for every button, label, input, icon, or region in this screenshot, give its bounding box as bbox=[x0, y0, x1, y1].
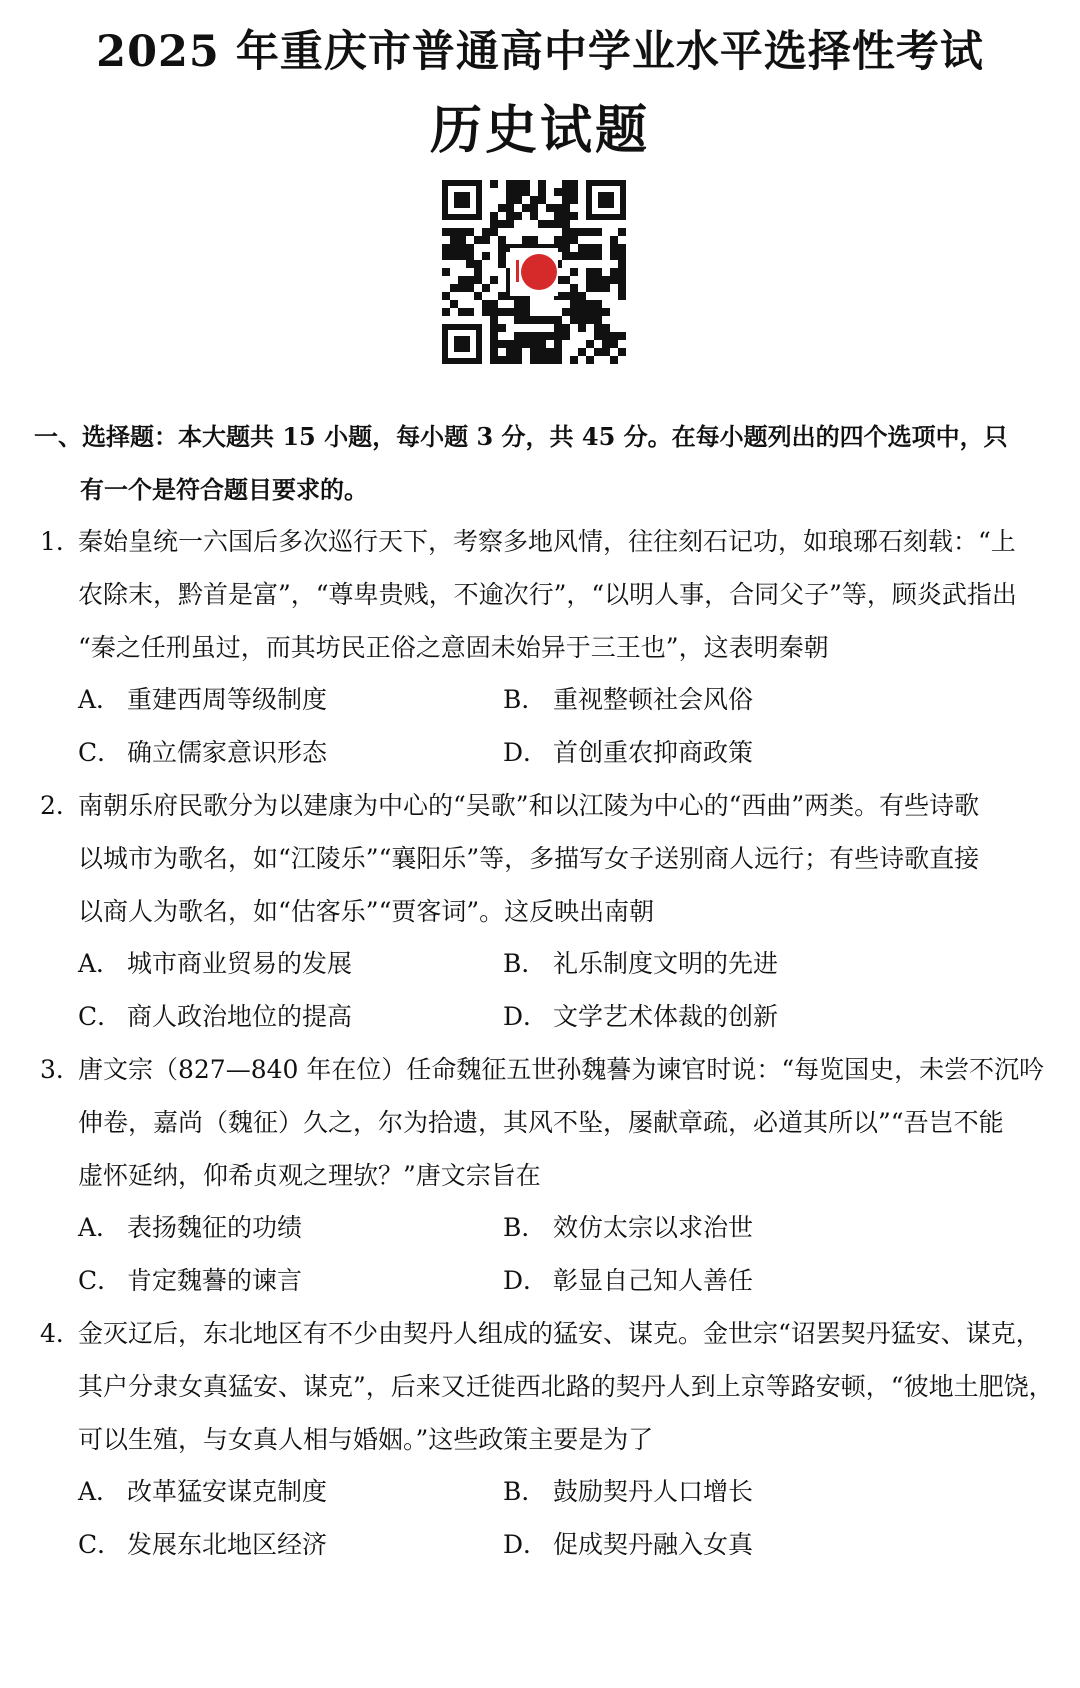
qr-module bbox=[506, 196, 514, 204]
qr-module bbox=[490, 308, 498, 316]
option-letter: A． bbox=[78, 1213, 122, 1242]
qr-module bbox=[506, 340, 514, 348]
question-text-line: 南朝乐府民歌分为以建康为中心的“吴歌”和以江陵为中心的“西曲”两类。有些诗歌 bbox=[78, 791, 980, 820]
question-text-line: “秦之任刑虽过，而其坊民正俗之意固未始异于三王也”，这表明秦朝 bbox=[78, 633, 829, 662]
option-text: 表扬魏征的功绩 bbox=[127, 1213, 303, 1242]
qr-module bbox=[594, 300, 602, 308]
qr-module bbox=[482, 252, 490, 260]
qr-module bbox=[554, 212, 562, 220]
qr-module bbox=[482, 228, 490, 236]
qr-module bbox=[490, 276, 498, 284]
qr-module bbox=[578, 252, 586, 260]
qr-module bbox=[562, 308, 570, 316]
option-text: 重建西周等级制度 bbox=[127, 685, 328, 714]
qr-module bbox=[570, 180, 578, 188]
qr-module bbox=[610, 252, 618, 260]
qr-module bbox=[514, 340, 522, 348]
qr-module bbox=[586, 284, 594, 292]
qr-module bbox=[602, 324, 610, 332]
qr-module bbox=[562, 236, 570, 244]
qr-module bbox=[610, 268, 618, 276]
qr-module bbox=[554, 316, 562, 324]
qr-module bbox=[458, 228, 466, 236]
qr-module bbox=[482, 300, 490, 308]
qr-module bbox=[570, 284, 578, 292]
qr-module bbox=[618, 332, 626, 340]
qr-module bbox=[490, 220, 498, 228]
qr-module bbox=[618, 260, 626, 268]
question-text-line: 以城市为歌名，如“江陵乐”“襄阳乐”等，多描写女子送别商人远行；有些诗歌直接 bbox=[78, 844, 980, 873]
qr-module bbox=[610, 276, 618, 284]
qr-module bbox=[538, 188, 546, 196]
question-number: 1． bbox=[40, 527, 81, 556]
qr-module bbox=[530, 196, 538, 204]
qr-module bbox=[450, 228, 458, 236]
qr-module bbox=[490, 212, 498, 220]
question-number: 4． bbox=[40, 1319, 81, 1348]
qr-module bbox=[594, 316, 602, 324]
question-text-line: 秦始皇统一六国后多次巡行天下，考察多地风情，往往刻石记功，如琅琊石刻载：“上 bbox=[78, 527, 1016, 556]
option-letter: B． bbox=[503, 949, 547, 978]
qr-module bbox=[554, 188, 562, 196]
qr-module bbox=[562, 188, 570, 196]
qr-module bbox=[514, 212, 522, 220]
option-letter: B． bbox=[503, 1477, 547, 1506]
qr-module bbox=[562, 220, 570, 228]
qr-module bbox=[586, 308, 594, 316]
qr-module bbox=[562, 228, 570, 236]
qr-module bbox=[570, 308, 578, 316]
qr-module bbox=[570, 236, 578, 244]
qr-module bbox=[594, 308, 602, 316]
qr-module bbox=[618, 244, 626, 252]
qr-module bbox=[602, 308, 610, 316]
qr-module bbox=[522, 308, 530, 316]
qr-module bbox=[578, 292, 586, 300]
qr-module bbox=[474, 268, 482, 276]
qr-module bbox=[498, 356, 506, 364]
qr-module bbox=[594, 284, 602, 292]
qr-module bbox=[490, 356, 498, 364]
qr-module bbox=[554, 236, 562, 244]
qr-module bbox=[506, 212, 514, 220]
qr-module bbox=[618, 276, 626, 284]
qr-module bbox=[466, 244, 474, 252]
qr-module bbox=[498, 340, 506, 348]
qr-module bbox=[498, 324, 506, 332]
qr-module bbox=[594, 276, 602, 284]
qr-module bbox=[530, 356, 538, 364]
qr-module bbox=[530, 348, 538, 356]
qr-module bbox=[594, 268, 602, 276]
question-number: 3． bbox=[40, 1055, 81, 1084]
qr-module bbox=[546, 356, 554, 364]
qr-module bbox=[538, 332, 546, 340]
qr-module bbox=[618, 228, 626, 236]
qr-module bbox=[506, 220, 514, 228]
qr-module bbox=[522, 340, 530, 348]
qr-module bbox=[450, 244, 458, 252]
option-text: 城市商业贸易的发展 bbox=[127, 949, 353, 978]
qr-module bbox=[562, 180, 570, 188]
qr-module bbox=[586, 276, 594, 284]
qr-module bbox=[562, 276, 570, 284]
qr-module bbox=[514, 316, 522, 324]
qr-module bbox=[498, 204, 506, 212]
qr-module bbox=[594, 324, 602, 332]
qr-module bbox=[522, 204, 530, 212]
qr-module bbox=[506, 356, 514, 364]
option-text: 确立儒家意识形态 bbox=[127, 738, 328, 767]
question-text-line: 农除末，黔首是富”，“尊卑贵贱，不逾次行”，“以明人事，合同父子”等，顾炎武指出 bbox=[78, 580, 1017, 609]
qr-module bbox=[474, 236, 482, 244]
option-text: 发展东北地区经济 bbox=[127, 1530, 328, 1559]
qr-module bbox=[498, 236, 506, 244]
option-letter: C． bbox=[78, 1530, 123, 1559]
qr-module bbox=[466, 308, 474, 316]
qr-module bbox=[570, 228, 578, 236]
question-text-line: 可以生殖，与女真人相与婚姻。”这些政策主要是为了 bbox=[78, 1425, 654, 1454]
qr-module bbox=[562, 204, 570, 212]
qr-module bbox=[490, 324, 498, 332]
qr-module bbox=[442, 308, 450, 316]
qr-module bbox=[514, 196, 522, 204]
qr-module bbox=[610, 332, 618, 340]
qr-module bbox=[602, 276, 610, 284]
qr-module bbox=[530, 212, 538, 220]
qr-module bbox=[562, 196, 570, 204]
question-text-line: 虚怀延纳，仰希贞观之理欤？”唐文宗旨在 bbox=[78, 1161, 541, 1190]
qr-module bbox=[514, 348, 522, 356]
qr-module bbox=[586, 340, 594, 348]
qr-module bbox=[594, 228, 602, 236]
question-text-line: 以商人为歌名，如“估客乐”“贾客词”。这反映出南朝 bbox=[78, 897, 655, 926]
qr-module bbox=[498, 260, 506, 268]
qr-module bbox=[586, 268, 594, 276]
question-text-line: 唐文宗（827—840 年在位）任命魏征五世孙魏謩为谏官时说：“每览国史，未尝不沉吟 bbox=[78, 1055, 1045, 1084]
qr-module bbox=[474, 292, 482, 300]
qr-module bbox=[618, 252, 626, 260]
qr-module bbox=[610, 340, 618, 348]
qr-module bbox=[618, 348, 626, 356]
qr-module bbox=[610, 244, 618, 252]
qr-module bbox=[498, 220, 506, 228]
qr-module bbox=[466, 284, 474, 292]
qr-module bbox=[602, 348, 610, 356]
qr-module bbox=[458, 276, 466, 284]
option-text: 彰显自己知人善任 bbox=[553, 1266, 754, 1295]
option-letter: C． bbox=[78, 1002, 123, 1031]
qr-module bbox=[450, 284, 458, 292]
qr-module bbox=[570, 300, 578, 308]
qr-module bbox=[578, 316, 586, 324]
qr-module bbox=[538, 316, 546, 324]
qr-module bbox=[594, 244, 602, 252]
option-letter: D． bbox=[503, 1530, 549, 1559]
qr-module bbox=[482, 284, 490, 292]
option-text: 促成契丹融入女真 bbox=[553, 1530, 754, 1559]
qr-module bbox=[522, 236, 530, 244]
qr-module bbox=[546, 316, 554, 324]
qr-module bbox=[442, 292, 450, 300]
qr-module bbox=[490, 300, 498, 308]
section-heading-line1: 一、选择题：本大题共 15 小题，每小题 3 分，共 45 分。在每小题列出的四个选项中，只 bbox=[34, 422, 1008, 451]
qr-module bbox=[578, 300, 586, 308]
qr-module bbox=[530, 340, 538, 348]
qr-module bbox=[578, 244, 586, 252]
qr-module bbox=[562, 212, 570, 220]
qr-module bbox=[530, 316, 538, 324]
qr-module bbox=[578, 324, 586, 332]
option-text: 改革猛安谋克制度 bbox=[127, 1477, 328, 1506]
qr-module bbox=[570, 212, 578, 220]
qr-module bbox=[458, 284, 466, 292]
qr-module bbox=[602, 340, 610, 348]
qr-module bbox=[570, 356, 578, 364]
qr-module bbox=[570, 252, 578, 260]
qr-module bbox=[442, 268, 450, 276]
subject-title: 历史试题 bbox=[429, 100, 650, 161]
option-text: 商人政治地位的提高 bbox=[127, 1002, 353, 1031]
qr-module bbox=[498, 292, 506, 300]
qr-module bbox=[602, 284, 610, 292]
option-letter: A． bbox=[78, 949, 122, 978]
qr-module bbox=[586, 228, 594, 236]
qr-module bbox=[506, 204, 514, 212]
qr-module bbox=[506, 188, 514, 196]
qr-module bbox=[546, 220, 554, 228]
qr-module bbox=[490, 348, 498, 356]
qr-module bbox=[466, 228, 474, 236]
qr-module bbox=[458, 236, 466, 244]
qr-module bbox=[466, 276, 474, 284]
qr-module bbox=[490, 332, 498, 340]
qr-module bbox=[602, 332, 610, 340]
qr-module bbox=[586, 356, 594, 364]
qr-module bbox=[546, 348, 554, 356]
qr-module bbox=[538, 220, 546, 228]
option-letter: B． bbox=[503, 1213, 547, 1242]
qr-module bbox=[538, 196, 546, 204]
qr-module bbox=[522, 332, 530, 340]
qr-module bbox=[618, 284, 626, 292]
qr-module bbox=[562, 252, 570, 260]
qr-module bbox=[498, 244, 506, 252]
qr-module bbox=[506, 308, 514, 316]
qr-module bbox=[514, 188, 522, 196]
qr-module bbox=[530, 204, 538, 212]
option-text: 效仿太宗以求治世 bbox=[553, 1213, 754, 1242]
qr-module bbox=[554, 332, 562, 340]
qr-module bbox=[522, 188, 530, 196]
qr-module bbox=[474, 260, 482, 268]
question-text-line: 其户分隶女真猛安、谋克”，后来又迁徙西北路的契丹人到上京等路安顿，“彼地土肥饶， bbox=[78, 1372, 1054, 1401]
qr-module bbox=[466, 252, 474, 260]
qr-module bbox=[554, 324, 562, 332]
qr-finder-top-right bbox=[586, 180, 626, 220]
qr-module bbox=[474, 276, 482, 284]
qr-module bbox=[514, 300, 522, 308]
qr-module bbox=[570, 292, 578, 300]
qr-module bbox=[466, 260, 474, 268]
qr-module bbox=[594, 332, 602, 340]
section-heading-line2: 有一个是符合题目要求的。 bbox=[80, 475, 368, 504]
qr-module bbox=[562, 244, 570, 252]
qr-code-icon bbox=[442, 180, 626, 364]
qr-module bbox=[538, 348, 546, 356]
qr-module bbox=[570, 268, 578, 276]
qr-module bbox=[578, 308, 586, 316]
qr-module bbox=[522, 316, 530, 324]
qr-module bbox=[538, 340, 546, 348]
option-letter: A． bbox=[78, 1477, 122, 1506]
qr-module bbox=[610, 356, 618, 364]
option-letter: D． bbox=[503, 1266, 549, 1295]
qr-module bbox=[522, 180, 530, 188]
qr-module bbox=[554, 356, 562, 364]
qr-module bbox=[578, 348, 586, 356]
qr-module bbox=[554, 220, 562, 228]
question-text-line: 伸卷，嘉尚（魏征）久之，尔为拾遗，其风不坠，屡献章疏，必道其所以”“吾岂不能 bbox=[78, 1108, 1004, 1137]
qr-module bbox=[490, 340, 498, 348]
qr-module bbox=[618, 268, 626, 276]
option-text: 文学艺术体裁的创新 bbox=[553, 1002, 779, 1031]
option-text: 首创重农抑商政策 bbox=[553, 738, 754, 767]
qr-module bbox=[586, 244, 594, 252]
qr-module bbox=[490, 316, 498, 324]
qr-module bbox=[538, 356, 546, 364]
qr-module bbox=[586, 316, 594, 324]
qr-module bbox=[498, 252, 506, 260]
qr-module bbox=[586, 300, 594, 308]
qr-module bbox=[530, 236, 538, 244]
option-letter: C． bbox=[78, 1266, 123, 1295]
qr-module bbox=[594, 252, 602, 260]
qr-module bbox=[442, 228, 450, 236]
qr-module bbox=[458, 244, 466, 252]
qr-module bbox=[490, 180, 498, 188]
qr-module bbox=[458, 252, 466, 260]
question-number: 2． bbox=[40, 791, 81, 820]
qr-module bbox=[610, 236, 618, 244]
qr-module bbox=[442, 244, 450, 252]
option-letter: C． bbox=[78, 738, 123, 767]
option-letter: B． bbox=[503, 685, 547, 714]
qr-module bbox=[442, 252, 450, 260]
qr-finder-bottom-left bbox=[442, 324, 482, 364]
option-text: 鼓励契丹人口增长 bbox=[553, 1477, 754, 1506]
qr-center-logo bbox=[510, 248, 558, 296]
qr-module bbox=[570, 188, 578, 196]
qr-module bbox=[506, 348, 514, 356]
qr-module bbox=[570, 316, 578, 324]
option-text: 重视整顿社会风俗 bbox=[553, 685, 754, 714]
qr-finder-top-left bbox=[442, 180, 482, 220]
qr-module bbox=[458, 308, 466, 316]
qr-module bbox=[554, 348, 562, 356]
qr-module bbox=[514, 180, 522, 188]
option-letter: A． bbox=[78, 685, 122, 714]
qr-module bbox=[482, 308, 490, 316]
qr-module bbox=[506, 180, 514, 188]
qr-module bbox=[586, 252, 594, 260]
qr-module bbox=[594, 348, 602, 356]
qr-module bbox=[562, 292, 570, 300]
qr-module bbox=[514, 332, 522, 340]
qr-module bbox=[618, 292, 626, 300]
qr-module bbox=[578, 228, 586, 236]
qr-module bbox=[498, 308, 506, 316]
qr-module bbox=[554, 340, 562, 348]
qr-module bbox=[450, 252, 458, 260]
option-letter: D． bbox=[503, 1002, 549, 1031]
qr-module bbox=[554, 204, 562, 212]
qr-module bbox=[546, 332, 554, 340]
option-letter: D． bbox=[503, 738, 549, 767]
qr-module bbox=[450, 300, 458, 308]
qr-module bbox=[450, 236, 458, 244]
qr-module bbox=[570, 196, 578, 204]
qr-module bbox=[482, 236, 490, 244]
qr-module bbox=[530, 332, 538, 340]
qr-module bbox=[514, 356, 522, 364]
qr-module bbox=[562, 324, 570, 332]
option-text: 肯定魏謩的谏言 bbox=[127, 1266, 303, 1295]
qr-module bbox=[538, 180, 546, 188]
exam-title: 2025 年重庆市普通高中学业水平选择性考试 bbox=[96, 27, 984, 77]
qr-module bbox=[546, 204, 554, 212]
qr-module bbox=[522, 300, 530, 308]
qr-module bbox=[490, 228, 498, 236]
question-text-line: 金灭辽后，东北地区有不少由契丹人组成的猛安、谋克。金世宗“诏罢契丹猛安、谋克， bbox=[78, 1319, 1041, 1348]
qr-module bbox=[562, 332, 570, 340]
qr-module bbox=[514, 308, 522, 316]
option-text: 礼乐制度文明的先进 bbox=[553, 949, 779, 978]
